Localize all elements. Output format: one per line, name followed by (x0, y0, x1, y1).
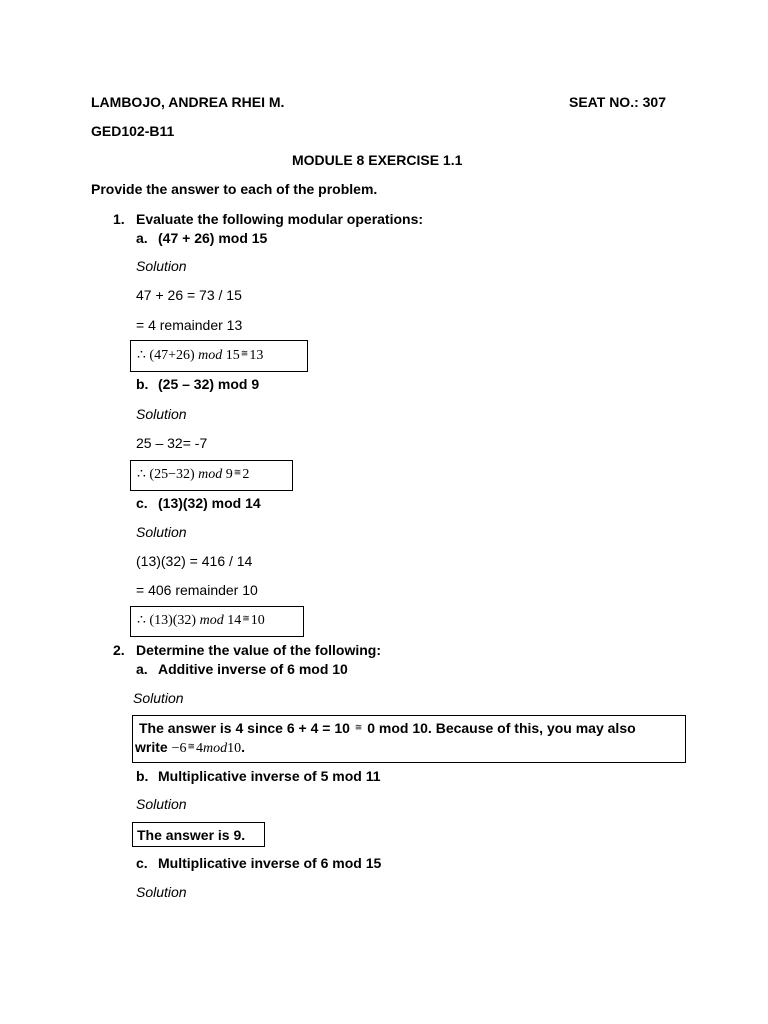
seat-number: SEAT NO.: 307 (569, 94, 666, 110)
q1a-modulus: 15 (225, 348, 240, 363)
q1c-step1: (13)(32) = 416 / 14 (136, 553, 253, 569)
q2a-solution-label: Solution (133, 690, 184, 706)
congruence-symbol: ≅ (242, 613, 250, 623)
q2a-answer-box (132, 715, 686, 763)
q1c-letter: c. (136, 495, 148, 511)
q2a-answer-text1: The answer is 4 since 6 + 4 = 10 (139, 720, 350, 736)
q1b-letter: b. (136, 376, 149, 392)
q1a-solution-label: Solution (136, 258, 187, 274)
instruction: Provide the answer to each of the problem. (91, 181, 378, 197)
q1b-result: 2 (242, 467, 250, 482)
q2c-letter: c. (136, 855, 148, 871)
q2b-letter: b. (136, 768, 149, 784)
q1a-answer-box (130, 340, 308, 372)
q2a-math-lhs: −6 (171, 741, 187, 756)
q1b-solution-label: Solution (136, 406, 187, 422)
q2-number: 2. (113, 642, 125, 658)
q1c-solution-label: Solution (136, 524, 187, 540)
q2a-period: . (241, 739, 246, 755)
q2b-text: Multiplicative inverse of 5 mod 11 (158, 768, 381, 784)
course-code: GED102-B11 (91, 123, 175, 139)
page-title: MODULE 8 EXERCISE 1.1 (292, 152, 463, 168)
q2a-math-modulus: 10 (227, 741, 242, 756)
q2b-answer-box (132, 822, 265, 847)
q2a-answer-line2 (135, 739, 245, 757)
q2a-answer-text3: write (135, 739, 168, 755)
q1c-answer-box (130, 606, 304, 637)
q1a-text: (47 + 26) mod 15 (158, 230, 268, 246)
q2b-answer: The answer is 9. (137, 827, 246, 843)
student-name: LAMBOJO, ANDREA RHEI M. (91, 94, 285, 110)
mod-operator: mod (203, 741, 228, 756)
q2c-solution-label: Solution (136, 884, 187, 900)
q1b-text: (25 – 32) mod 9 (158, 376, 260, 392)
q1c-expression: (13)(32) (149, 613, 197, 628)
congruence-symbol: ≅ (240, 348, 249, 358)
q1a-step2: = 4 remainder 13 (136, 317, 243, 333)
q2-text: Determine the value of the following: (136, 642, 382, 658)
congruence-symbol: ≅ (233, 467, 242, 477)
q2a-text: Additive inverse of 6 mod 10 (158, 661, 348, 677)
q2b-solution-label: Solution (136, 796, 187, 812)
q1c-modulus: 14 (227, 613, 242, 628)
mod-operator: mod (199, 613, 224, 628)
therefore-symbol: ∴ (137, 348, 146, 363)
q2c-text: Multiplicative inverse of 6 mod 15 (158, 855, 382, 871)
q1a-result: 13 (249, 348, 264, 363)
q2a-math-rhs: 4 (196, 741, 204, 756)
q1b-expression: (25−32) (149, 467, 195, 482)
q2a-answer-text2: 0 mod 10. Because of this, you may also (367, 720, 636, 736)
mod-operator: mod (198, 348, 223, 363)
q1b-answer-box (130, 460, 293, 491)
q1a-letter: a. (136, 230, 148, 246)
q1c-text: (13)(32) mod 14 (158, 495, 261, 511)
therefore-symbol: ∴ (137, 613, 146, 628)
q1c-step2: = 406 remainder 10 (136, 582, 258, 598)
congruence-symbol: ≅ (354, 722, 363, 732)
q2a-math (172, 741, 242, 756)
mod-operator: mod (198, 467, 223, 482)
q2a-letter: a. (136, 661, 148, 677)
q1a-step1: 47 + 26 = 73 / 15 (136, 287, 242, 303)
q2a-answer-line1 (139, 720, 636, 736)
congruence-symbol: ≅ (187, 741, 196, 751)
q1b-step1: 25 – 32= -7 (136, 435, 208, 451)
q1b-modulus: 9 (225, 467, 233, 482)
q1a-expression: (47+26) (149, 348, 195, 363)
q1-text: Evaluate the following modular operations: (136, 211, 424, 227)
q1c-result: 10 (250, 613, 265, 628)
q1-number: 1. (113, 211, 125, 227)
therefore-symbol: ∴ (137, 467, 146, 482)
